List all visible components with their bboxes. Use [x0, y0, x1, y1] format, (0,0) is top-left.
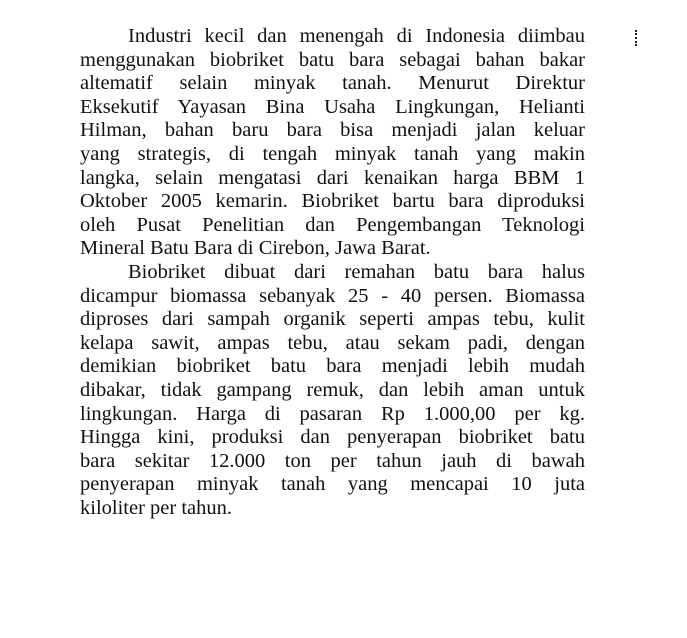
text-line: dicampur biomassa sebanyak 25 - 40 persen. Biomassa	[80, 284, 585, 307]
text-line: bara sekitar 12.000 ton per tahun jauh di bawah	[80, 449, 585, 472]
text-line: Hingga kini, produksi dan penyerapan biobriket batu	[80, 426, 585, 449]
text-line: kelapa sawit, ampas tebu, atau sekam padi, dengan	[80, 331, 585, 354]
text-line: Oktober 2005 kemarin. Biobriket bartu bara diproduksi	[80, 190, 585, 213]
text-line: Eksekutif Yayasan Bina Usaha Lingkungan, Helianti	[80, 95, 585, 118]
text-line: kiloliter per tahun.	[80, 496, 232, 519]
text-line: Mineral Batu Bara di Cirebon, Jawa Barat.	[80, 237, 431, 260]
text-line: yang strategis, di tengah minyak tanah yang makin	[80, 142, 585, 165]
text-line: lingkungan. Harga di pasaran Rp 1.000,00 per kg.	[80, 402, 585, 425]
text-line: demikian biobriket batu bara menjadi lebih mudah	[80, 355, 585, 378]
text-line: Industri kecil dan menengah di Indonesia diimbau	[128, 25, 585, 47]
text-line: langka, selain mengatasi dari kenaikan harga BBM 1	[80, 166, 585, 189]
paragraph	[80, 261, 585, 521]
text-line: altematif selain minyak tanah. Menurut Direktur	[80, 72, 585, 95]
text-line: diproses dari sampah organik seperti ampas tebu, kulit	[80, 308, 585, 331]
paragraph	[80, 25, 585, 261]
text-line: Biobriket dibuat dari remahan batu bara halus	[128, 260, 585, 283]
text-line: oleh Pusat Penelitian dan Pengembangan Teknologi	[80, 213, 585, 236]
text-line: penyerapan minyak tanah yang mencapai 10 juta	[80, 473, 585, 496]
document-body	[80, 25, 585, 520]
margin-marker	[635, 30, 637, 46]
text-line: Hilman, bahan baru bara bisa menjadi jalan keluar	[80, 119, 585, 142]
text-line: menggunakan biobriket batu bara sebagai bahan bakar	[80, 48, 585, 71]
text-line: dibakar, tidak gampang remuk, dan lebih aman untuk	[80, 378, 585, 401]
